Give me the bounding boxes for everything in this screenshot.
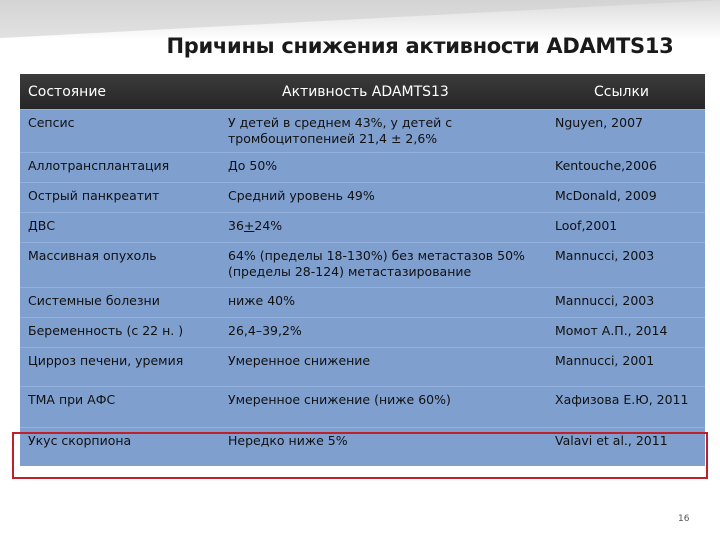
cell-reference: Хафизова Е.Ю, 2011 [555, 392, 689, 407]
table-row [20, 182, 705, 212]
table-row [20, 212, 705, 242]
cell-activity: Умеренное снижение [228, 353, 371, 368]
header-references: Ссылки [594, 83, 650, 100]
cell-activity: До 50% [228, 158, 278, 173]
table-row [20, 152, 705, 182]
cell-activity: Средний уровень 49% [228, 188, 375, 203]
cell-reference: Nguyen, 2007 [555, 115, 643, 130]
cell-state: Системные болезни [28, 293, 160, 308]
cell-reference: Mannucci, 2003 [555, 248, 655, 263]
cell-state: Острый панкреатит [28, 188, 160, 203]
cell-reference: McDonald, 2009 [555, 188, 657, 203]
cell-reference: Valavi et al., 2011 [555, 433, 668, 448]
header-activity: Активность ADAMTS13 [282, 83, 449, 100]
cell-activity-plusminus: + [243, 218, 255, 233]
cell-activity-prefix: 36 [228, 218, 244, 233]
page-number: 16 [678, 514, 690, 524]
cell-state: ТМА при АФС [28, 392, 116, 407]
cell-state: Аллотрансплантация [28, 158, 170, 173]
highlight-frame [12, 432, 708, 479]
cell-reference: Kentouche,2006 [555, 158, 657, 173]
table-row [20, 109, 705, 152]
causes-table [20, 74, 705, 466]
table-row [20, 347, 705, 386]
cell-activity: У детей в среднем 43%, у детей с тромбоцитопенией 21,4 ± 2,6% [228, 115, 453, 146]
cell-reference: Момот А.П., 2014 [555, 323, 668, 338]
table-row [20, 242, 705, 287]
cell-state: Сепсис [28, 115, 75, 130]
cell-state: Укус скорпиона [28, 433, 132, 448]
cell-reference: Mannucci, 2001 [555, 353, 655, 368]
cell-state: Цирроз печени, уремия [28, 353, 184, 368]
header-state: Состояние [28, 83, 107, 100]
cell-activity: Нередко ниже 5% [228, 433, 348, 448]
cell-state: Массивная опухоль [28, 248, 157, 263]
table-row [20, 287, 705, 317]
cell-reference: Loof,2001 [555, 218, 618, 233]
cell-activity: 26,4–39,2% [228, 323, 302, 338]
slide-title: Причины снижения активности ADAMTS13 [166, 34, 674, 58]
cell-state: ДВС [28, 218, 56, 233]
cell-activity [225, 213, 555, 242]
cell-activity: Умеренное снижение (ниже 60%) [228, 392, 451, 407]
table-row [20, 317, 705, 347]
cell-reference: Mannucci, 2003 [555, 293, 655, 308]
table-row [20, 386, 705, 427]
cell-activity: 64% (пределы 18-130%) без метастазов 50% (пределы 28-124) метастазирование [228, 248, 525, 279]
corner-decoration [0, 0, 720, 38]
cell-state: Беременность (с 22 н. ) [28, 323, 184, 338]
cell-activity-suffix: 24% [254, 218, 283, 233]
cell-activity: ниже 40% [228, 293, 296, 308]
table-header [20, 74, 705, 109]
